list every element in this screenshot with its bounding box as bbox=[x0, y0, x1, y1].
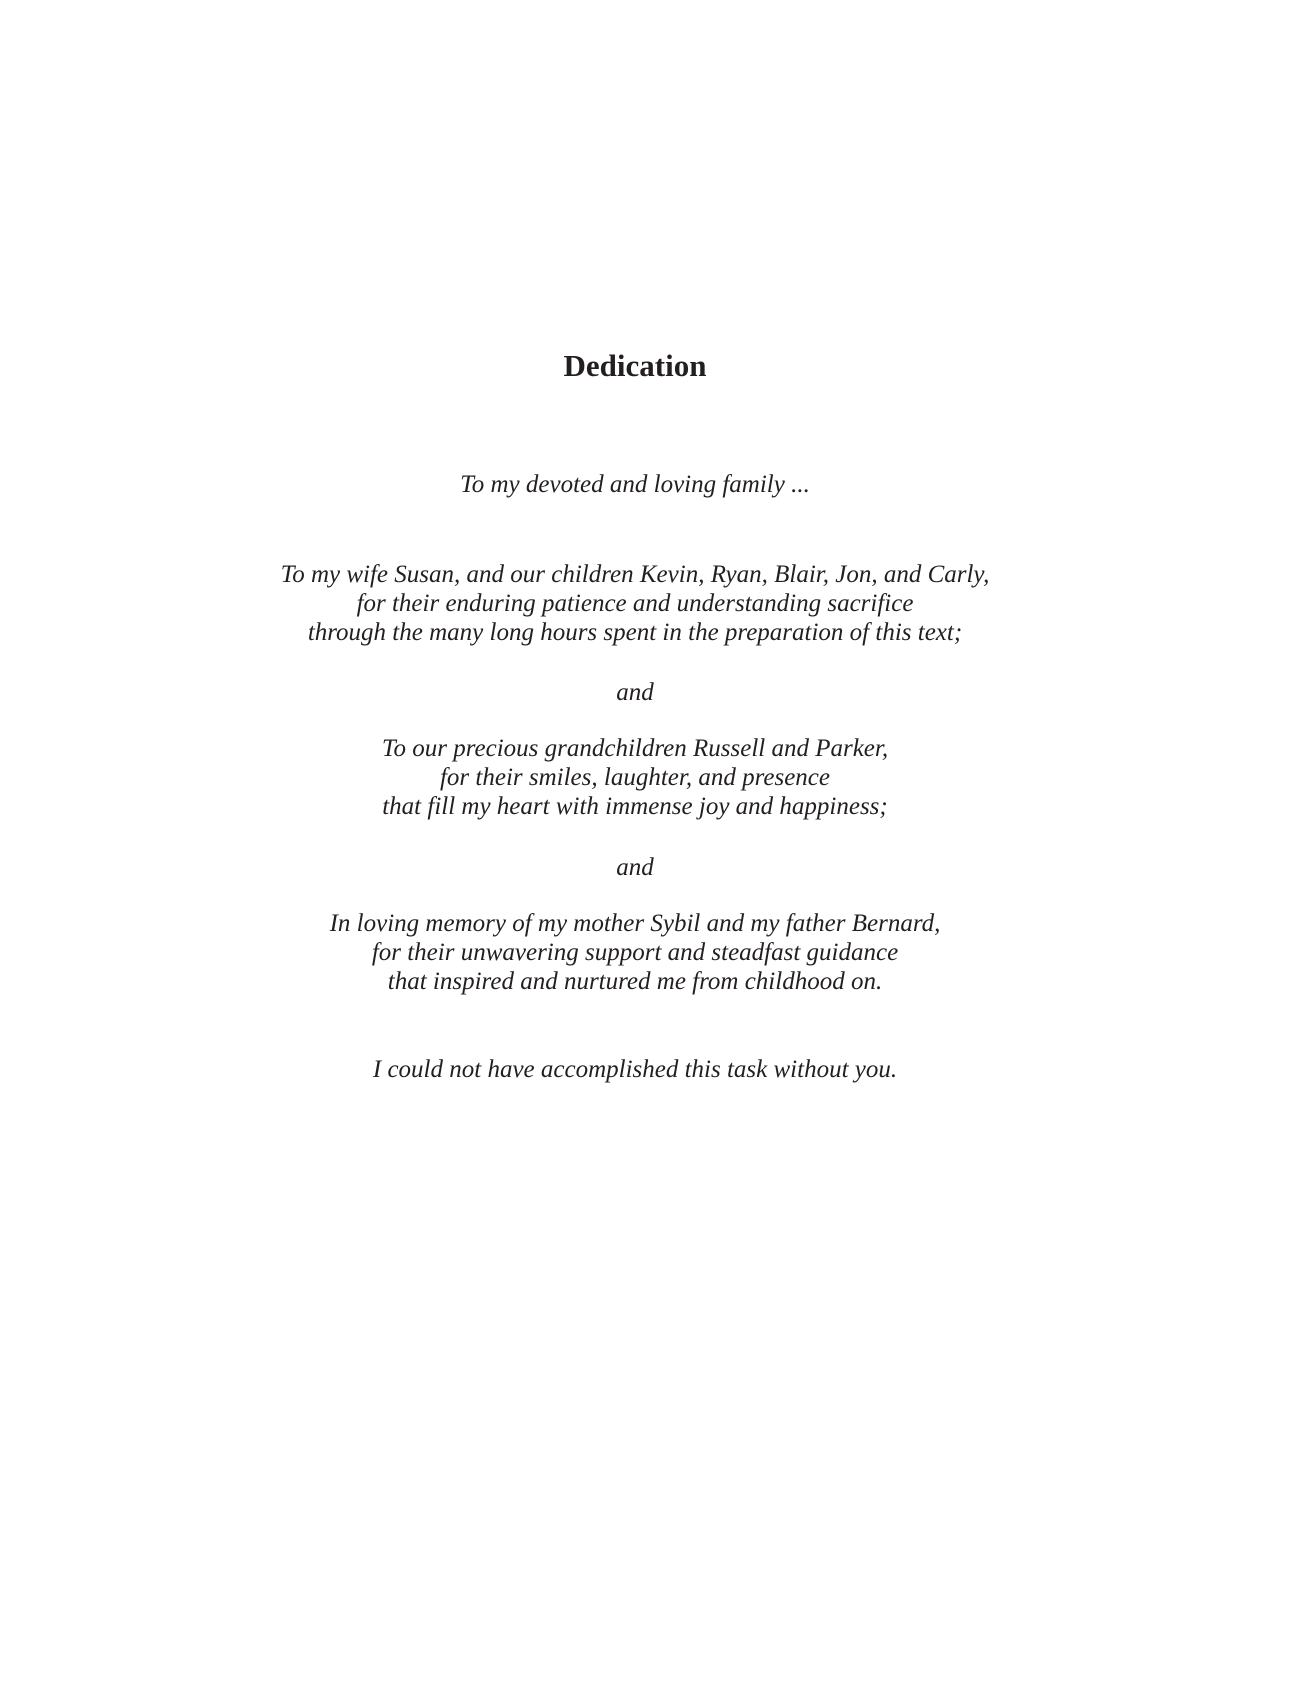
conjunction-and: and bbox=[616, 854, 654, 881]
dedication-paragraph-grandchildren bbox=[0, 734, 1270, 821]
conjunction-and: and bbox=[616, 679, 654, 706]
dedication-paragraph-family bbox=[0, 560, 1270, 647]
paragraph-line: for their unwavering support and steadfast guidance bbox=[371, 939, 899, 966]
paragraph-line: To my wife Susan, and our children Kevin, Ryan, Blair, Jon, and Carly, bbox=[280, 561, 990, 588]
page-title: Dedication bbox=[563, 348, 707, 383]
opening-line: To my devoted and loving family ... bbox=[460, 471, 810, 498]
dedication-paragraph-memory bbox=[0, 909, 1270, 996]
paragraph-line: To our precious grandchildren Russell and Parker, bbox=[381, 735, 889, 762]
closing-line: I could not have accomplished this task without you. bbox=[372, 1056, 898, 1083]
paragraph-line: that inspired and nurtured me from childhood on. bbox=[387, 968, 883, 995]
paragraph-line: through the many long hours spent in the preparation of this text; bbox=[307, 619, 963, 646]
paragraph-line: for their smiles, laughter, and presence bbox=[439, 764, 830, 791]
paragraph-line: that fill my heart with immense joy and happiness; bbox=[382, 793, 888, 820]
paragraph-line: for their enduring patience and understanding sacrifice bbox=[356, 590, 914, 617]
paragraph-line: In loving memory of my mother Sybil and my father Bernard, bbox=[329, 910, 941, 937]
